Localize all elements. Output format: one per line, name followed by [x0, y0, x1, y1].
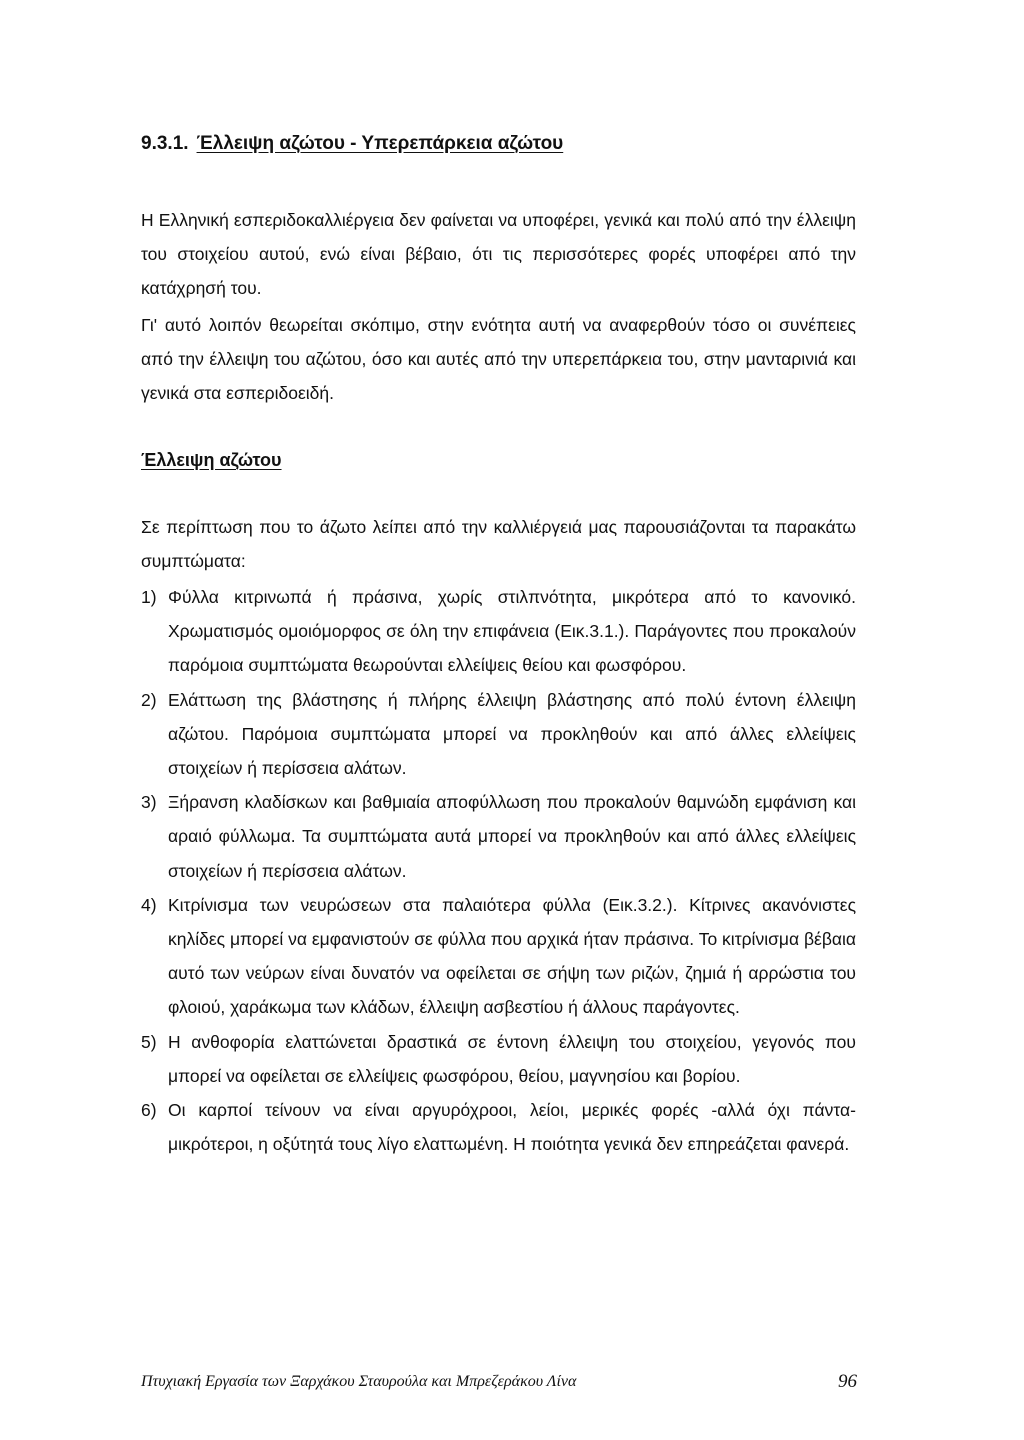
list-item-number: 3): [141, 792, 157, 813]
list-item-number: 2): [141, 689, 157, 710]
deficiency-lead-paragraph: Σε περίπτωση που το άζωτο λείπει από την καλλιέργειά μας παρουσιάζονται τα παρακάτω συμπτώματα:: [141, 517, 856, 571]
list-item-text: Η ανθοφορία ελαττώνεται δραστικά σε έντονη έλλειψη του στοιχείου, γεγονός που μπορεί να οφείλεται σε ελλείψεις φωσφόρου, θείου, μαγνησίου και βορίου.: [168, 1031, 856, 1086]
list-item-number: 1): [141, 587, 157, 607]
list-item: [141, 888, 856, 1025]
list-item: [141, 580, 856, 683]
list-item-number: 6): [141, 1100, 157, 1121]
footer-text: Πτυχιακή Εργασία των Ξαρχάκου Σταυρούλα και Μπρεζεράκου Λίνα: [141, 1373, 577, 1390]
list-item-text: Ξήρανση κλαδίσκων και βαθμιαία αποφύλλωση που προκαλούν θαμνώδη εμφάνιση και αραιό φύλλωμα. Τα συμπτώματα αυτά μπορεί να προκληθούν και από άλλες ελλείψεις στοιχείων ή περίσσεια αλάτων.: [168, 792, 856, 881]
list-item-text: Φύλλα κιτρινωπά ή πράσινα, χωρίς στιλπνότητα, μικρότερα από το κανονικό. Χρωματισμός ομοιόμορφος σε όλη την επιφάνεια (Εικ.3.1.). Παράγοντες που προκαλούν παρόμοια συμπτώματα θεωρούνται ελλείψεις θείου και φωσφόρου.: [168, 587, 856, 676]
symptoms-list: [141, 580, 856, 1161]
list-item-text: Κιτρίνισμα των νευρώσεων στα παλαιότερα φύλλα (Εικ.3.2.). Κίτρινες ακανόνιστες κηλίδες μπορεί να εμφανιστούν σε φύλλα που αρχικά ήταν πράσινα. Το κιτρίνισμα βέβαια αυτό των νεύρων είναι δυνατόν να οφείλεται σε σήψη των ριζών, ζημιά ή αρρώστια του φλοιού, χαράκωμα των κλάδων, έλλειψη ασβεστίου ή άλλους παράγοντες.: [168, 894, 857, 1018]
list-item-text: Οι καρποί τείνουν να είναι αργυρόχροοι, λείοι, μερικές φορές -αλλά όχι πάντα- μικρότεροι, η οξύτητά τους λίγο ελαττωμένη. Η ποιότητα γενικά δεν επηρεάζεται φανερά.: [168, 1100, 856, 1155]
list-item-number: 4): [141, 894, 157, 915]
list-item-text: Ελάττωση της βλάστησης ή πλήρης έλλειψη βλάστησης από πολύ έντονη έλλειψη αζώτου. Παρόμοια συμπτώματα μπορεί να προκληθούν και από άλλες ελλείψεις στοιχείων ή περίσσεια αλάτων.: [168, 689, 856, 779]
page-number: 96: [838, 1371, 857, 1392]
list-item: [141, 1093, 856, 1161]
intro-paragraph-1: Η Ελληνική εσπεριδοκαλλιέργεια δεν φαίνεται να υποφέρει, γενικά και πολύ από την έλλειψη του στοιχείου αυτού, ενώ είναι βέβαιο, ότι τις περισσότερες φορές υποφέρει από την κατάχρησή του.: [141, 210, 856, 298]
list-item: [141, 683, 856, 786]
section-title: Έλλειψη αζώτου - Υπερεπάρκεια αζώτου: [196, 133, 564, 154]
page-footer: [141, 1373, 857, 1391]
list-item: [141, 785, 856, 888]
list-item-number: 5): [141, 1031, 157, 1052]
intro-paragraph-2: Γι' αυτό λοιπόν θεωρείται σκόπιμο, στην ενότητα αυτή να αναφερθούν τόσο οι συνέπειες από την έλλειψη του αζώτου, όσο και αυτές από την υπερεπάρκεια του, στην μανταρινιά και γενικά στα εσπεριδοειδή.: [141, 315, 856, 403]
list-item: [141, 1025, 856, 1093]
section-heading: [141, 133, 563, 155]
section-number: 9.3.1.: [141, 133, 189, 154]
deficiency-heading: Έλλειψη αζώτου: [141, 450, 282, 470]
